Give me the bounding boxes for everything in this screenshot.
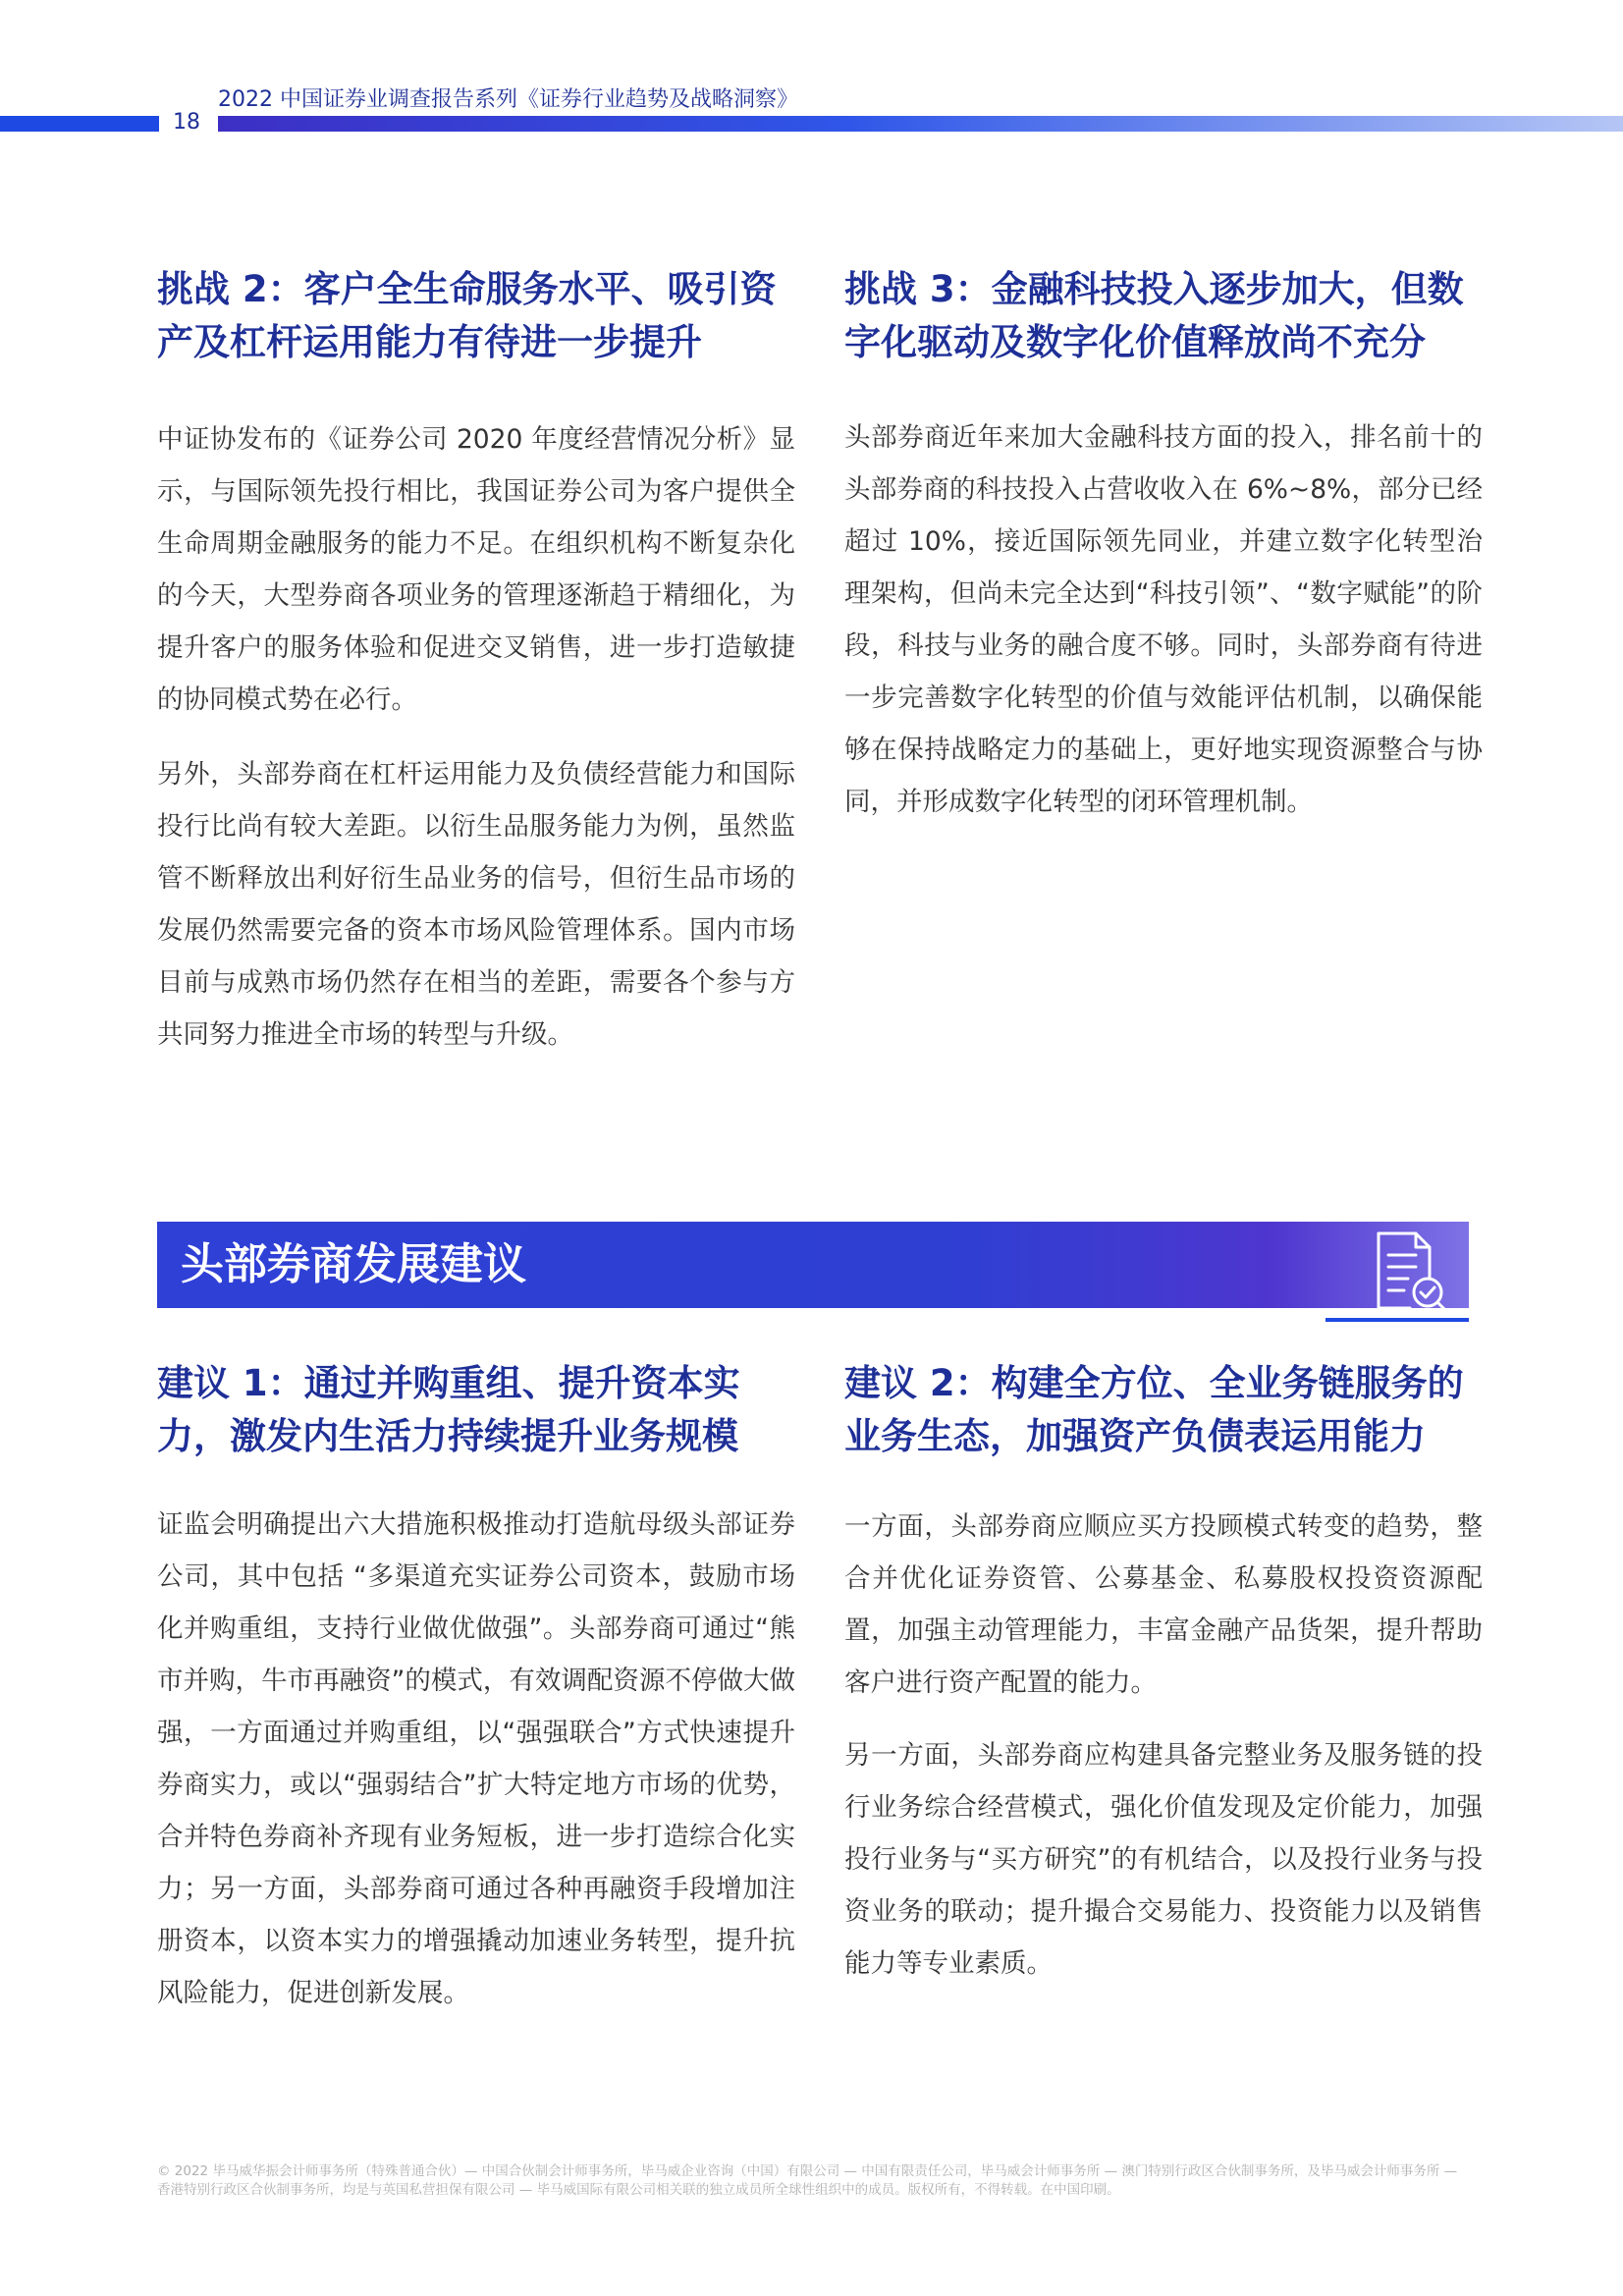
suggestion-2-heading: 建议 2：构建全方位、全业务链服务的业务生态，加强资产负债表运用能力 (844, 1362, 1464, 1457)
challenge-2-paragraph-1: 中证协发布的《证券公司 2020 年度经营情况分析》显示，与国际领先投行相比，我国证券公司为客户提供全生命周期金融服务的能力不足。在组织机构不断复杂化的今天，大型券商各项业务的管理逐渐趋于精细化，为提升客户的服务体验和促进交叉销售，进一步打造敏捷的协同模式势在必行。 (157, 424, 795, 715)
document-check-icon (1365, 1228, 1455, 1316)
challenge-2-section (157, 263, 795, 1061)
challenge-3-paragraph-1: 头部券商近年来加大金融科技方面的投入，排名前十的头部券商的科技投入占营收收入在 6%~8%，部分已经超过 10%，接近国际领先同业，并建立数字化转型治理架构，但尚未完全达到“科技引领”、“数字赋能”的阶段，科技与业务的融合度不够。同时，头部券商有待进一步完善数字化转型的价值与效能评估机制，以确保能够在保持战略定力的基础上，更好地实现资源整合与协同，并形成数字化转型的闭环管理机制。 (844, 422, 1483, 817)
section-banner-underline (1325, 1318, 1469, 1322)
section-title: 头部券商发展建议 (181, 1239, 526, 1289)
challenge-2-heading: 挑战 2：客户全生命服务水平、吸引资产及杠杆运用能力有待进一步提升 (157, 268, 777, 363)
suggestion-2-paragraph-2: 另一方面，头部券商应构建具备完整业务及服务链的投行业务综合经营模式，强化价值发现及定价能力，加强投行业务与“买方研究”的有机结合，以及投行业务与投资业务的联动；提升撮合交易能力、投资能力以及销售能力等专业素质。 (844, 1740, 1483, 1979)
copyright-footer: © 2022 毕马威华振会计师事务所（特殊普通合伙）— 中国合伙制会计师事务所，毕马威企业咨询（中国）有限公司 — 中国有限责任公司，毕马威会计师事务所 — 澳门特别行政区合伙制事务所，及毕马威会计师事务所 — 香港特别行政区合伙制事务所，均是与英国私营担保有限公司 — 毕马威国际有限公司相关联的独立成员所全球性组织中的成员。版权所有，不得转载。在中国印刷。 (157, 2163, 1458, 2198)
header-bar-right (218, 116, 1623, 132)
report-series-title: 2022 中国证券业调查报告系列《证券行业趋势及战略洞察》 (218, 87, 798, 112)
challenge-3-section (844, 263, 1483, 828)
suggestion-2-section (844, 1357, 1483, 1990)
page-number: 18 (173, 110, 200, 135)
suggestion-2-paragraph-1: 一方面，头部券商应顺应买方投顾模式转变的趋势，整合并优化证券资管、公募基金、私募股权投资资源配置，加强主动管理能力，丰富金融产品货架，提升帮助客户进行资产配置的能力。 (844, 1511, 1483, 1698)
header-bar-left (0, 116, 159, 132)
suggestion-1-heading: 建议 1：通过并购重组、提升资本实力，激发内生活力持续提升业务规模 (157, 1362, 740, 1457)
challenge-3-heading: 挑战 3：金融科技投入逐步加大，但数字化驱动及数字化价值释放尚不充分 (844, 268, 1464, 363)
challenge-2-paragraph-2: 另外，头部券商在杠杆运用能力及负债经营能力和国际投行比尚有较大差距。以衍生品服务能力为例，虽然监管不断释放出利好衍生品业务的信号，但衍生品市场的发展仍然需要完备的资本市场风险管理体系。国内市场目前与成熟市场仍然存在相当的差距，需要各个参与方共同努力推进全市场的转型与升级。 (157, 759, 795, 1050)
section-banner (157, 1222, 1469, 1308)
suggestion-1-paragraph-1: 证监会明确提出六大措施积极推动打造航母级头部证券公司，其中包括 “多渠道充实证券公司资本，鼓励市场化并购重组，支持行业做优做强”。头部券商可通过“熊市并购，牛市再融资”的模式，有效调配资源不停做大做强，一方面通过并购重组，以“强强联合”方式快速提升券商实力，或以“强弱结合”扩大特定地方市场的优势，合并特色券商补齐现有业务短板，进一步打造综合化实力；另一方面，头部券商可通过各种再融资手段增加注册资本，以资本实力的增强撬动加速业务转型，提升抗风险能力，促进创新发展。 (157, 1509, 795, 2008)
suggestion-1-section (157, 1357, 795, 2019)
